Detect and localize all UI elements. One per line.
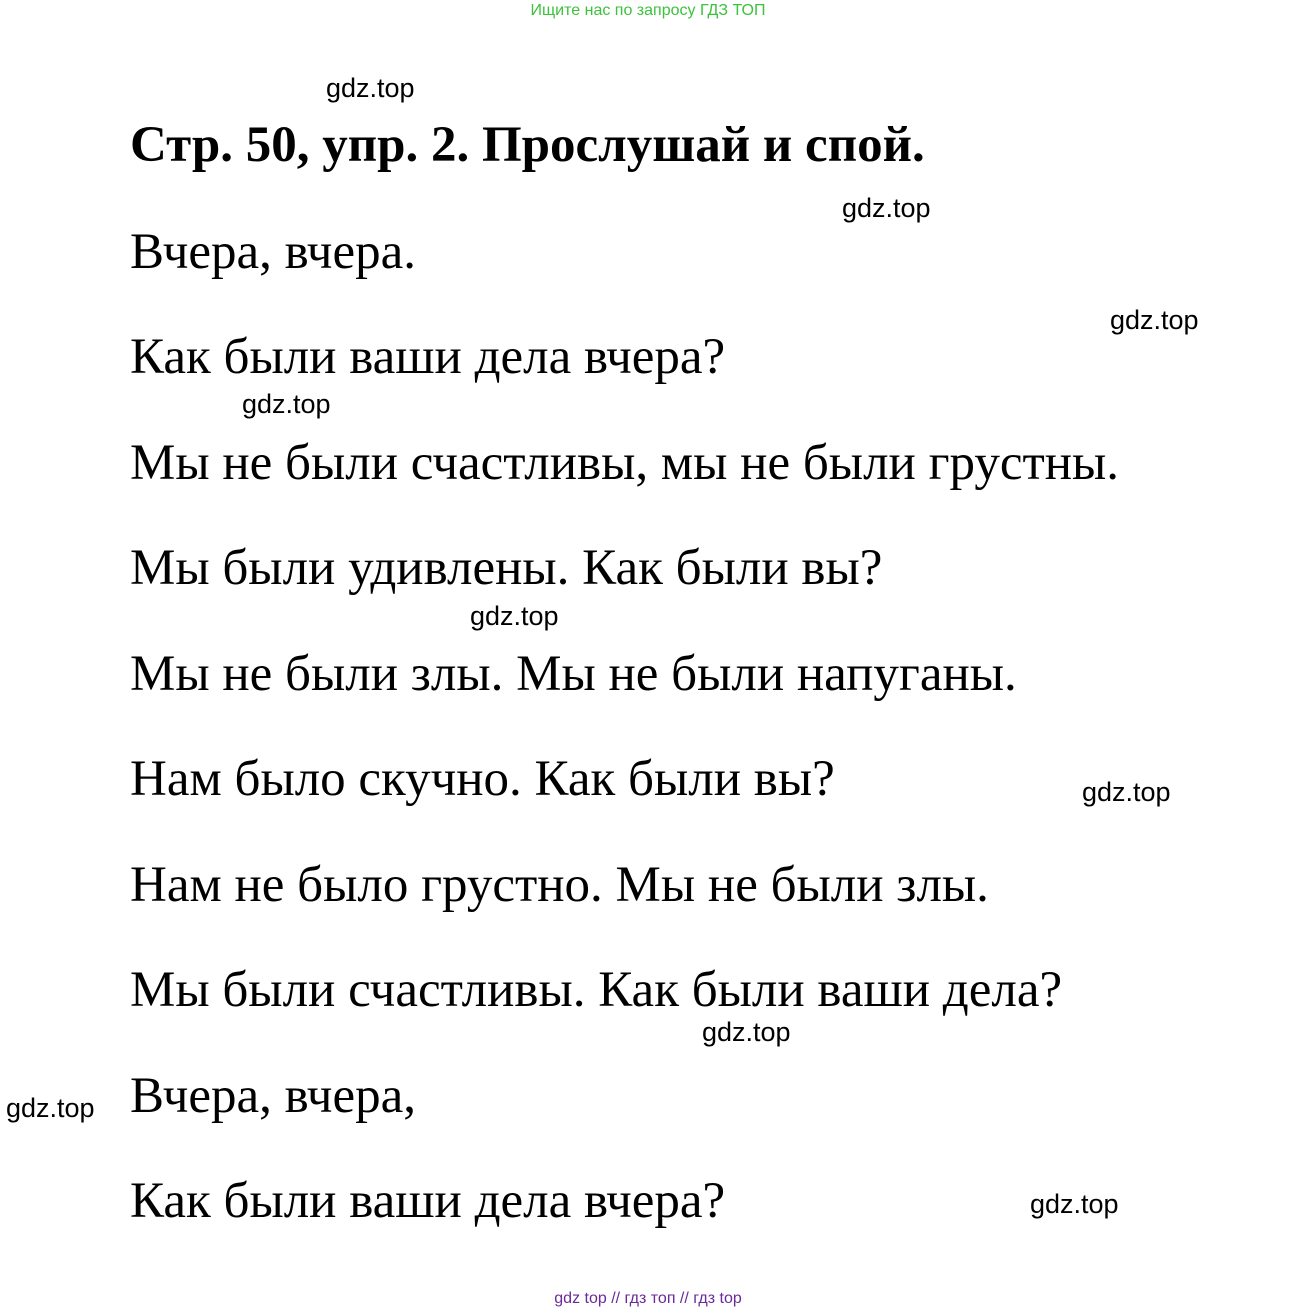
song-line-9: Вчера, вчера, bbox=[130, 1068, 416, 1124]
song-line-10: Как были ваши дела вчера? bbox=[130, 1173, 726, 1229]
song-line-4: Мы были удивлены. Как были вы? bbox=[130, 540, 883, 596]
watermark: gdz.top bbox=[6, 1093, 95, 1123]
song-line-1: Вчера, вчера. bbox=[130, 224, 416, 280]
watermark: gdz.top bbox=[1082, 777, 1171, 807]
watermark: gdz.top bbox=[1030, 1189, 1119, 1219]
song-line-2: Как были ваши дела вчера? bbox=[130, 329, 726, 385]
watermark: gdz.top bbox=[470, 601, 559, 631]
song-line-8: Мы были счастливы. Как были ваши дела? bbox=[130, 962, 1063, 1018]
watermark: gdz.top bbox=[1110, 305, 1199, 335]
watermark: gdz.top bbox=[242, 389, 331, 419]
bottom-banner: gdz top // гдз топ // гдз top bbox=[554, 1290, 742, 1307]
watermark: gdz.top bbox=[326, 73, 415, 103]
watermark: gdz.top bbox=[842, 193, 931, 223]
watermark: gdz.top bbox=[702, 1017, 791, 1047]
top-banner: Ищите нас по запросу ГДЗ ТОП bbox=[530, 2, 766, 19]
song-line-6: Нам было скучно. Как были вы? bbox=[130, 751, 835, 807]
song-line-5: Мы не были злы. Мы не были напуганы. bbox=[130, 646, 1017, 702]
page-title: Стр. 50, упр. 2. Прослушай и спой. bbox=[130, 117, 925, 173]
song-line-7: Нам не было грустно. Мы не были злы. bbox=[130, 857, 989, 913]
song-line-3: Мы не были счастливы, мы не были грустны. bbox=[130, 435, 1120, 491]
